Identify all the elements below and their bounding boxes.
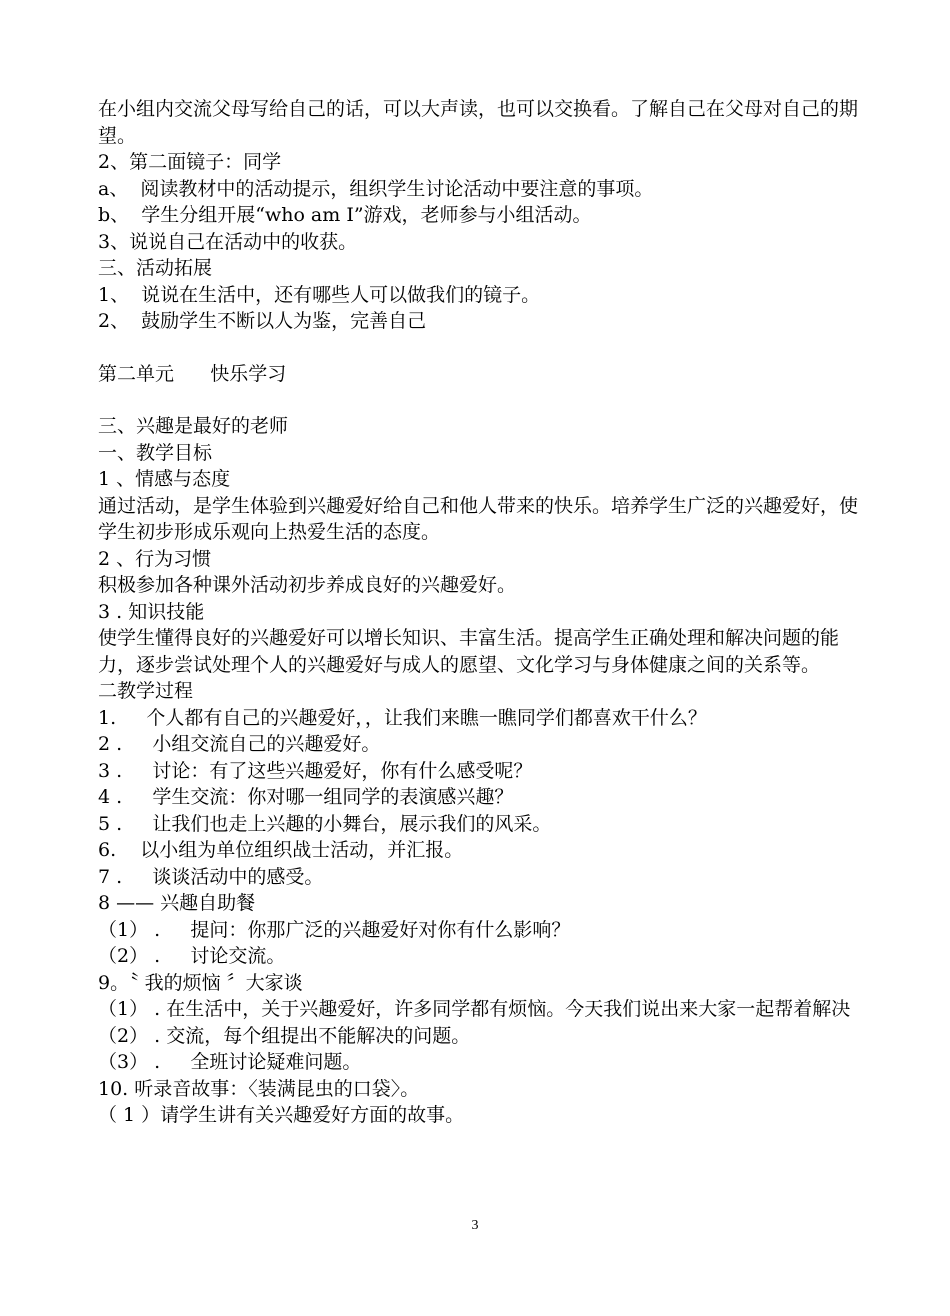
paragraph: 使学生懂得良好的兴趣爱好可以增长知识、丰富生活。提高学生正确处理和解决问题的能力，逐步尝试处理个人的兴趣爱好与成人的愿望、文化学习与身体健康之间的关系等。	[98, 627, 840, 676]
list-item: 6. 以小组为单位组织战士活动，并汇报。	[98, 839, 464, 861]
paragraph: b、 学生分组开展“who am I”游戏，老师参与小组活动。	[98, 204, 592, 226]
list-item: 2 . 小组交流自己的兴趣爱好。	[98, 733, 381, 755]
spacer	[98, 335, 858, 361]
page-number: 3	[471, 1218, 479, 1233]
subheading: 1 、情感与态度	[98, 468, 231, 490]
list-item: 10. 听录音故事：〈装满昆虫的口袋〉。	[98, 1077, 420, 1100]
list-item: （1） . 在生活中，关于兴趣爱好，许多同学都有烦恼。今天我们说出来大家一起帮着解决	[98, 998, 851, 1020]
list-item: （2） . 交流，每个组提出不能解决的问题。	[98, 1024, 471, 1047]
list-item: 9。〝 我的烦恼 〞大家谈	[98, 971, 303, 994]
paragraph: 1、 说说在生活中，还有哪些人可以做我们的镜子。	[98, 283, 541, 306]
unit-title: 第二单元 快乐学习	[98, 362, 287, 385]
list-item: 3 . 讨论：有了这些兴趣爱好，你有什么感受呢？	[98, 759, 533, 782]
list-item: 4 . 学生交流：你对哪一组同学的表演感兴趣？	[98, 786, 514, 808]
subheading: 2 、行为习惯	[98, 547, 212, 570]
paragraph: a、 阅读教材中的活动提示，组织学生讨论活动中要注意的事项。	[98, 177, 654, 200]
section-heading: 二教学过程	[98, 680, 194, 702]
lesson-title: 三、兴趣是最好的老师	[98, 415, 289, 437]
paragraph: 2、 鼓励学生不断以人为鉴，完善自己	[98, 310, 427, 332]
document-body	[98, 96, 858, 1129]
list-item: 1. 个人都有自己的兴趣爱好，，让我们来瞧一瞧同学们都喜欢干什么？	[98, 706, 707, 729]
list-item: （ 1 ）请学生讲有关兴趣爱好方面的故事。	[98, 1104, 465, 1126]
paragraph: 通过活动，是学生体验到兴趣爱好给自己和他人带来的快乐。培养学生广泛的兴趣爱好，使学生初步形成乐观向上热爱生活的态度。	[98, 494, 859, 543]
paragraph: 积极参加各种课外活动初步养成良好的兴趣爱好。	[98, 574, 517, 596]
section-heading: 三、活动拓展	[98, 257, 213, 279]
list-item: 5 . 让我们也走上兴趣的小舞台，展示我们的风采。	[98, 812, 552, 835]
list-item: （2） . 讨论交流。	[98, 945, 286, 967]
list-item: 8 —— 兴趣自助餐	[98, 892, 256, 914]
paragraph: 在小组内交流父母写给自己的话，可以大声读，也可以交换看。了解自己在父母对自己的期望。	[98, 98, 859, 147]
list-item: （3） . 全班讨论疑难问题。	[98, 1051, 362, 1073]
paragraph: 2、第二面镜子：同学	[98, 151, 282, 173]
list-item: 7 . 谈谈活动中的感受。	[98, 865, 324, 888]
spacer	[98, 387, 858, 413]
subheading: 3 . 知识技能	[98, 600, 205, 623]
list-item: （1） . 提问：你那广泛的兴趣爱好对你有什么影响？	[98, 918, 571, 941]
section-heading: 一、教学目标	[98, 441, 213, 464]
paragraph: 3、说说自己在活动中的收获。	[98, 230, 358, 253]
